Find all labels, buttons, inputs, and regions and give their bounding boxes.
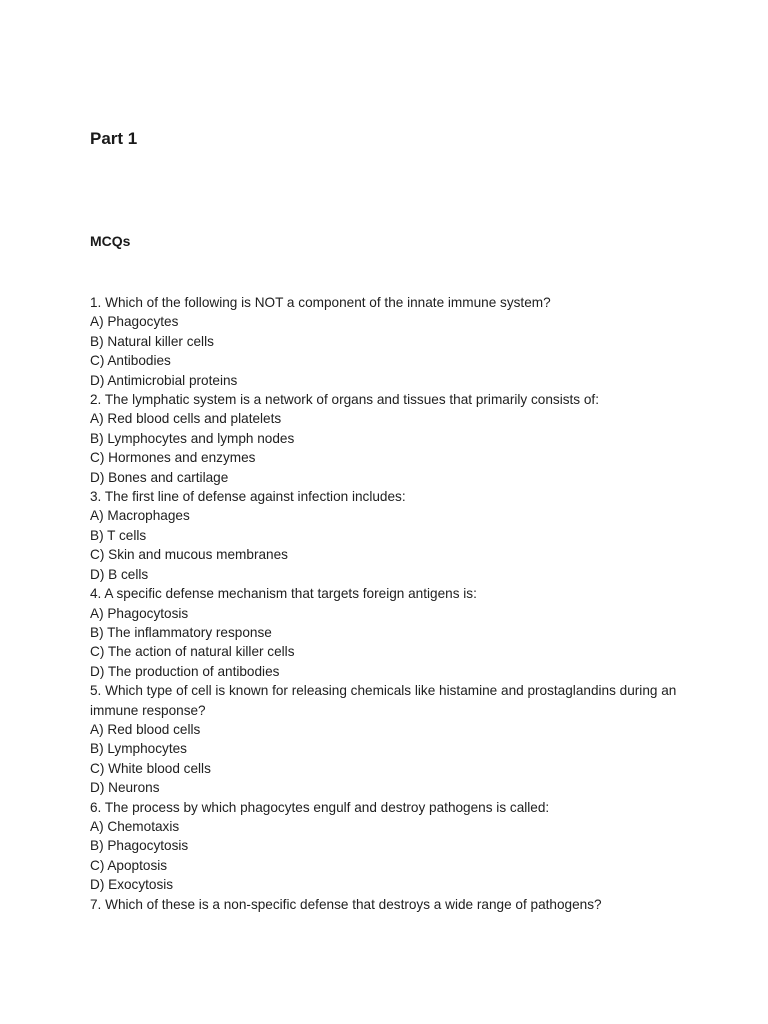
answer-option: C) The action of natural killer cells — [90, 644, 295, 660]
question-item — [90, 798, 690, 895]
question-item — [90, 681, 690, 797]
question-text: 5. Which type of cell is known for releasing chemicals like histamine and prostaglandins during an immune response? — [90, 683, 677, 718]
question-text: 6. The process by which phagocytes engulf and destroy pathogens is called: — [90, 799, 550, 815]
question-item — [90, 390, 690, 487]
answer-option: B) Natural killer cells — [90, 333, 214, 349]
answer-option: C) White blood cells — [90, 760, 211, 776]
section-title: MCQs — [90, 233, 131, 249]
answer-option: A) Red blood cells and platelets — [90, 411, 282, 427]
answer-option: B) Phagocytosis — [90, 838, 189, 854]
answer-option: B) The inflammatory response — [90, 624, 272, 640]
answer-option: D) B cells — [90, 566, 149, 582]
question-text: 4. A specific defense mechanism that targets foreign antigens is: — [90, 586, 477, 602]
answer-option: A) Phagocytes — [90, 314, 179, 330]
answer-option: B) Lymphocytes — [90, 741, 187, 757]
answer-option: A) Red blood cells — [90, 721, 201, 737]
question-item — [90, 895, 690, 914]
answer-option: D) Antimicrobial proteins — [90, 372, 238, 388]
question-text: 7. Which of these is a non-specific defense that destroys a wide range of pathogens? — [90, 896, 602, 912]
part-title: Part 1 — [90, 129, 138, 148]
answer-option: A) Macrophages — [90, 508, 190, 524]
answer-option: D) Bones and cartilage — [90, 469, 229, 485]
answer-option: D) Exocytosis — [90, 877, 174, 893]
answer-option: C) Skin and mucous membranes — [90, 547, 288, 563]
answer-option: A) Phagocytosis — [90, 605, 189, 621]
answer-option: D) Neurons — [90, 780, 160, 796]
answer-option: C) Apoptosis — [90, 857, 168, 873]
answer-option: C) Antibodies — [90, 353, 171, 369]
answer-option: B) Lymphocytes and lymph nodes — [90, 430, 295, 446]
question-item — [90, 487, 690, 584]
question-item — [90, 584, 690, 681]
question-item — [90, 293, 690, 390]
answer-option: A) Chemotaxis — [90, 818, 180, 834]
answer-option: C) Hormones and enzymes — [90, 450, 256, 466]
question-text: 1. Which of the following is NOT a component of the innate immune system? — [90, 295, 551, 310]
question-list — [90, 293, 690, 914]
answer-option: D) The production of antibodies — [90, 663, 280, 679]
question-text: 3. The first line of defense against infection includes: — [90, 489, 406, 505]
answer-option: B) T cells — [90, 527, 147, 543]
question-text: 2. The lymphatic system is a network of organs and tissues that primarily consists of: — [90, 392, 599, 408]
